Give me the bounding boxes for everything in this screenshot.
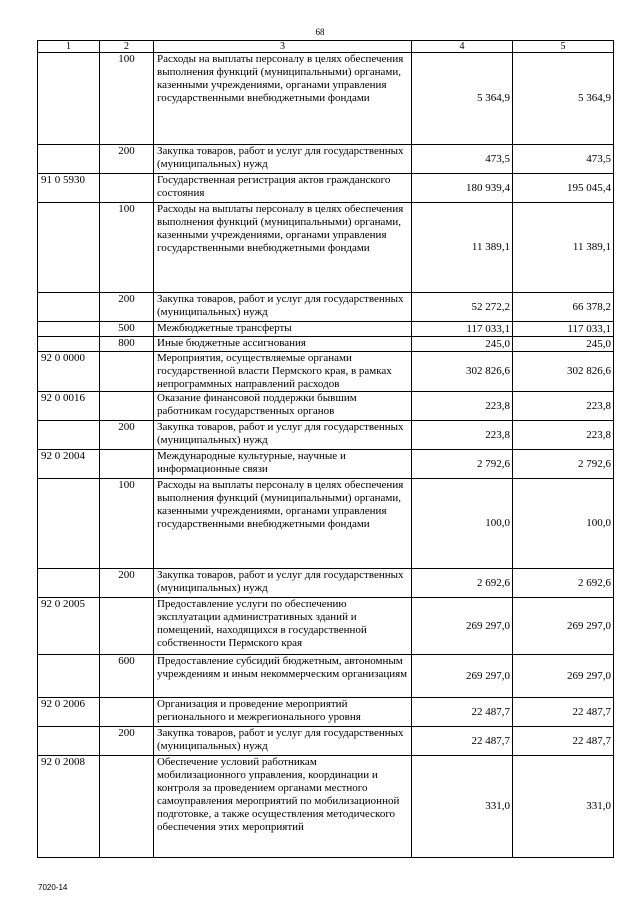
expense-type-cell (100, 392, 154, 421)
value-col5-cell: 269 297,0 (513, 655, 614, 698)
name-cell: Расходы на выплаты персоналу в целях обеспечения выполнения функций (муниципальными) органами, казенными учреждениями, органами управления государственными внебюджетными фондами (154, 479, 412, 569)
expense-type-cell (100, 698, 154, 727)
code-cell (38, 145, 100, 174)
table-row (38, 145, 614, 174)
code-cell (38, 337, 100, 352)
value-col5-cell: 2 792,6 (513, 450, 614, 479)
value-col5-cell: 223,8 (513, 421, 614, 450)
table-row (38, 655, 614, 698)
column-header: 5 (513, 41, 614, 53)
name-cell: Организация и проведение мероприятий регионального и межрегионального уровня (154, 698, 412, 727)
value-col4-cell: 223,8 (412, 392, 513, 421)
header-row (38, 41, 614, 53)
expense-type-cell (100, 756, 154, 858)
code-cell (38, 479, 100, 569)
value-col4-cell: 269 297,0 (412, 598, 513, 655)
table-row (38, 293, 614, 322)
expense-type-cell: 200 (100, 293, 154, 322)
value-col5-cell: 100,0 (513, 479, 614, 569)
expense-type-cell: 200 (100, 421, 154, 450)
value-col4-cell: 5 364,9 (412, 53, 513, 145)
expense-type-cell: 100 (100, 203, 154, 293)
code-cell (38, 53, 100, 145)
value-col5-cell: 195 045,4 (513, 174, 614, 203)
value-col4-cell: 22 487,7 (412, 727, 513, 756)
value-col5-cell: 66 378,2 (513, 293, 614, 322)
code-cell: 92 0 2005 (38, 598, 100, 655)
table-row (38, 174, 614, 203)
expense-type-cell: 600 (100, 655, 154, 698)
code-cell (38, 655, 100, 698)
column-header: 4 (412, 41, 513, 53)
name-cell: Закупка товаров, работ и услуг для государственных (муниципальных) нужд (154, 293, 412, 322)
expense-type-cell: 500 (100, 322, 154, 337)
name-cell: Межбюджетные трансферты (154, 322, 412, 337)
value-col4-cell: 269 297,0 (412, 655, 513, 698)
table-row (38, 450, 614, 479)
name-cell: Иные бюджетные ассигнования (154, 337, 412, 352)
page-number: 68 (315, 27, 325, 37)
table-row (38, 421, 614, 450)
code-cell (38, 293, 100, 322)
expense-type-cell (100, 174, 154, 203)
value-col5-cell: 2 692,6 (513, 569, 614, 598)
code-cell: 92 0 0000 (38, 352, 100, 392)
code-cell: 92 0 2006 (38, 698, 100, 727)
expense-type-cell (100, 352, 154, 392)
expense-type-cell: 200 (100, 569, 154, 598)
name-cell: Закупка товаров, работ и услуг для государственных (муниципальных) нужд (154, 569, 412, 598)
code-cell: 92 0 2004 (38, 450, 100, 479)
budget-table (37, 40, 614, 858)
table-row (38, 352, 614, 392)
expense-type-cell: 100 (100, 53, 154, 145)
table-row (38, 598, 614, 655)
code-cell (38, 203, 100, 293)
value-col4-cell: 473,5 (412, 145, 513, 174)
name-cell: Расходы на выплаты персоналу в целях обеспечения выполнения функций (муниципальными) органами, казенными учреждениями, органами управления государственными внебюджетными фондами (154, 203, 412, 293)
code-cell (38, 569, 100, 598)
name-cell: Обеспечение условий работникам мобилизационного управления, координации и контроля за проведением органами местного самоуправления мероприятий по мобилизационной подготовке, а также осуществления методического обеспечения этих мероприятий (154, 756, 412, 858)
value-col4-cell: 52 272,2 (412, 293, 513, 322)
table-row (38, 756, 614, 858)
column-header: 1 (38, 41, 100, 53)
table-row (38, 727, 614, 756)
name-cell: Предоставление услуги по обеспечению эксплуатации административных зданий и помещений, находящихся в государственной собственности Пермского края (154, 598, 412, 655)
value-col5-cell: 117 033,1 (513, 322, 614, 337)
code-cell: 92 0 2008 (38, 756, 100, 858)
footer-code: 7020-14 (38, 883, 68, 892)
value-col4-cell: 180 939,4 (412, 174, 513, 203)
value-col5-cell: 22 487,7 (513, 698, 614, 727)
table-row (38, 569, 614, 598)
value-col5-cell: 269 297,0 (513, 598, 614, 655)
expense-type-cell: 200 (100, 145, 154, 174)
value-col4-cell: 22 487,7 (412, 698, 513, 727)
value-col5-cell: 302 826,6 (513, 352, 614, 392)
name-cell: Предоставление субсидий бюджетным, автономным учреждениям и иным некоммерческим организациям (154, 655, 412, 698)
expense-type-cell (100, 598, 154, 655)
code-cell: 92 0 0016 (38, 392, 100, 421)
value-col4-cell: 100,0 (412, 479, 513, 569)
column-header: 3 (154, 41, 412, 53)
code-cell (38, 322, 100, 337)
code-cell (38, 421, 100, 450)
value-col5-cell: 5 364,9 (513, 53, 614, 145)
table-row (38, 337, 614, 352)
name-cell: Государственная регистрация актов гражданского состояния (154, 174, 412, 203)
expense-type-cell: 800 (100, 337, 154, 352)
table-row (38, 53, 614, 145)
value-col5-cell: 245,0 (513, 337, 614, 352)
value-col4-cell: 2 792,6 (412, 450, 513, 479)
table-row (38, 392, 614, 421)
name-cell: Расходы на выплаты персоналу в целях обеспечения выполнения функций (муниципальными) органами, казенными учреждениями, органами управления государственными внебюджетными фондами (154, 53, 412, 145)
value-col5-cell: 22 487,7 (513, 727, 614, 756)
expense-type-cell: 200 (100, 727, 154, 756)
name-cell: Закупка товаров, работ и услуг для государственных (муниципальных) нужд (154, 421, 412, 450)
value-col5-cell: 473,5 (513, 145, 614, 174)
name-cell: Закупка товаров, работ и услуг для государственных (муниципальных) нужд (154, 727, 412, 756)
table-row (38, 479, 614, 569)
name-cell: Закупка товаров, работ и услуг для государственных (муниципальных) нужд (154, 145, 412, 174)
name-cell: Оказание финансовой поддержки бывшим работникам государственных органов (154, 392, 412, 421)
code-cell (38, 727, 100, 756)
value-col4-cell: 302 826,6 (412, 352, 513, 392)
value-col4-cell: 331,0 (412, 756, 513, 858)
value-col4-cell: 223,8 (412, 421, 513, 450)
value-col4-cell: 2 692,6 (412, 569, 513, 598)
code-cell: 91 0 5930 (38, 174, 100, 203)
value-col4-cell: 117 033,1 (412, 322, 513, 337)
value-col5-cell: 223,8 (513, 392, 614, 421)
column-header: 2 (100, 41, 154, 53)
table-row (38, 322, 614, 337)
value-col4-cell: 245,0 (412, 337, 513, 352)
expense-type-cell: 100 (100, 479, 154, 569)
value-col5-cell: 11 389,1 (513, 203, 614, 293)
name-cell: Мероприятия, осуществляемые органами государственной власти Пермского края, в рамках непрограммных направлений расходов (154, 352, 412, 392)
table-row (38, 698, 614, 727)
value-col4-cell: 11 389,1 (412, 203, 513, 293)
name-cell: Международные культурные, научные и информационные связи (154, 450, 412, 479)
expense-type-cell (100, 450, 154, 479)
value-col5-cell: 331,0 (513, 756, 614, 858)
table-row (38, 203, 614, 293)
